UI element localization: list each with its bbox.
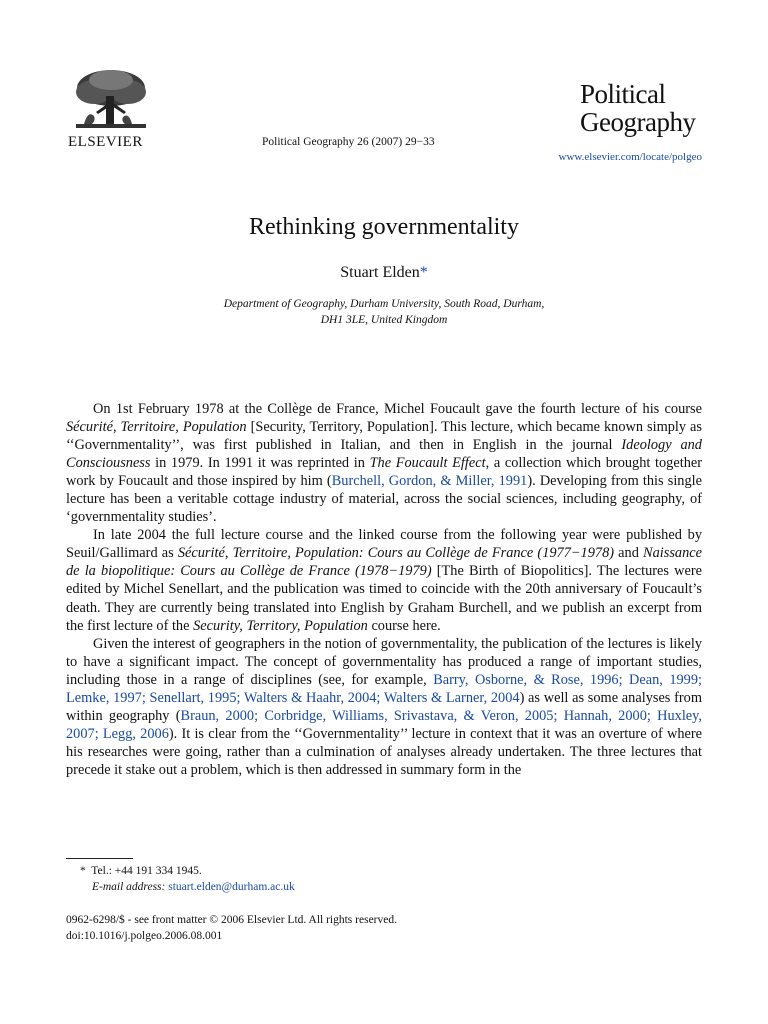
italic-title: Security, Territory, Population (193, 617, 368, 634)
body-paragraph-1 (66, 400, 702, 526)
footnote-divider (66, 858, 133, 859)
text-run: In late 2004 the full lecture course and the linked course from the following year were published by Seuil/Gallimard as (66, 527, 702, 562)
author-footnote-mark[interactable]: * (419, 264, 428, 281)
italic-title: Sécurité, Territoire, Population (66, 419, 247, 436)
footnote-email (80, 879, 295, 895)
copyright-line: 0962-6298/$ - see front matter © 2006 Elsevier Ltd. All rights reserved. (66, 914, 397, 926)
italic-title: The Foucault Effect (369, 455, 486, 472)
journal-citation: Political Geography 26 (2007) 29−33 (262, 136, 435, 148)
journal-url-link[interactable]: www.elsevier.com/locate/polgeo (558, 151, 702, 163)
citation-link[interactable]: Braun, 2000; Corbridge, Williams, Srivastava, & Veron, 2005; Hannah, 2000; Huxley, 2007; Legg, 2006 (66, 707, 702, 742)
body-paragraph-3 (66, 635, 702, 779)
text-run: in 1979. In 1991 it was reprinted in (150, 455, 370, 472)
author-footnote (80, 863, 295, 895)
text-run: , a collection which brought together work by Foucault and those inspired by him ( (66, 455, 703, 490)
article-title: Rethinking governmentality (249, 214, 519, 240)
email-link[interactable]: stuart.elden@durham.ac.uk (168, 881, 295, 893)
article-body (66, 400, 702, 779)
text-run: Given the interest of geographers in the notion of governmentality, the publication of the lectures is likely to have a significant impact. The concept of governmentality has produced a range of important studies, including those in a range of disciplines (see, for example, (66, 635, 702, 688)
citation-link[interactable]: Burchell, Gordon, & Miller, 1991 (331, 473, 528, 490)
italic-title: Ideology and Consciousness (66, 437, 702, 472)
text-run: ) as well as some analyses from within geography ( (66, 689, 702, 724)
email-label: E-mail address: (92, 881, 166, 893)
text-run: and (614, 545, 644, 562)
affiliation-line-2: DH1 3LE, United Kingdom (320, 314, 448, 326)
footnote-tel (80, 863, 295, 879)
footnote-mark: * (80, 865, 86, 877)
citation-link[interactable]: Barry, Osborne, & Rose, 1996; Dean, 1999; Lemke, 1997; Senellart, 1995; Walters & Haahr, 2004; Walters & Larner, 2004 (66, 671, 702, 706)
text-run: [The Birth of Biopolitics]. The lectures were edited by Michel Senellart, and the publication was timed to coincide with the 20th anniversary of Foucault’s death. They are currently being translated into English by Graham Burchell, and we publish an excerpt from the first lecture of the (66, 563, 702, 634)
doi-line: doi:10.1016/j.polgeo.2006.08.001 (66, 930, 223, 942)
author-line (0, 264, 768, 282)
text-run: ). Developing from this single lecture has been a veritable cottage industry of material, across the social sciences, including geography, of ‘governmentality studies’. (66, 473, 703, 526)
italic-title: Sécurité, Territoire, Population: Cours au Collège de France (1977−1978) (177, 545, 615, 562)
author-name: Stuart Elden (340, 264, 420, 281)
author-affiliation (0, 296, 768, 328)
journal-title-line2: Geography (580, 107, 696, 137)
footnote-tel-text: Tel.: +44 191 334 1945. (91, 865, 202, 877)
publisher-name: ELSEVIER (68, 134, 143, 150)
text-run: On 1st February 1978 at the Collège de France, Michel Foucault gave the fourth lecture of his course (93, 401, 702, 417)
italic-title: Naissance de la biopolitique: Cours au Collège de France (1978−1979) (66, 545, 702, 580)
text-run: [Security, Territory, Population]. This lecture, which became known simply as ‘‘Governmentality’’, was first published in Italian, and then in English in the journal (66, 419, 702, 454)
affiliation-line-1: Department of Geography, Durham University, South Road, Durham, (223, 298, 545, 310)
journal-title-line1: Political (580, 79, 666, 109)
text-run: course here. (367, 617, 441, 634)
text-run: ). It is clear from the ‘‘Governmentality’’ lecture in context that it was an overture of where his researches were going, rather than a culmination of analyses already undertaken. The three lectures that precede it stake out a problem, which is then addressed in summary form in the (66, 725, 702, 778)
body-paragraph-2 (66, 526, 702, 634)
copyright-block (66, 912, 397, 944)
journal-title (580, 80, 695, 136)
